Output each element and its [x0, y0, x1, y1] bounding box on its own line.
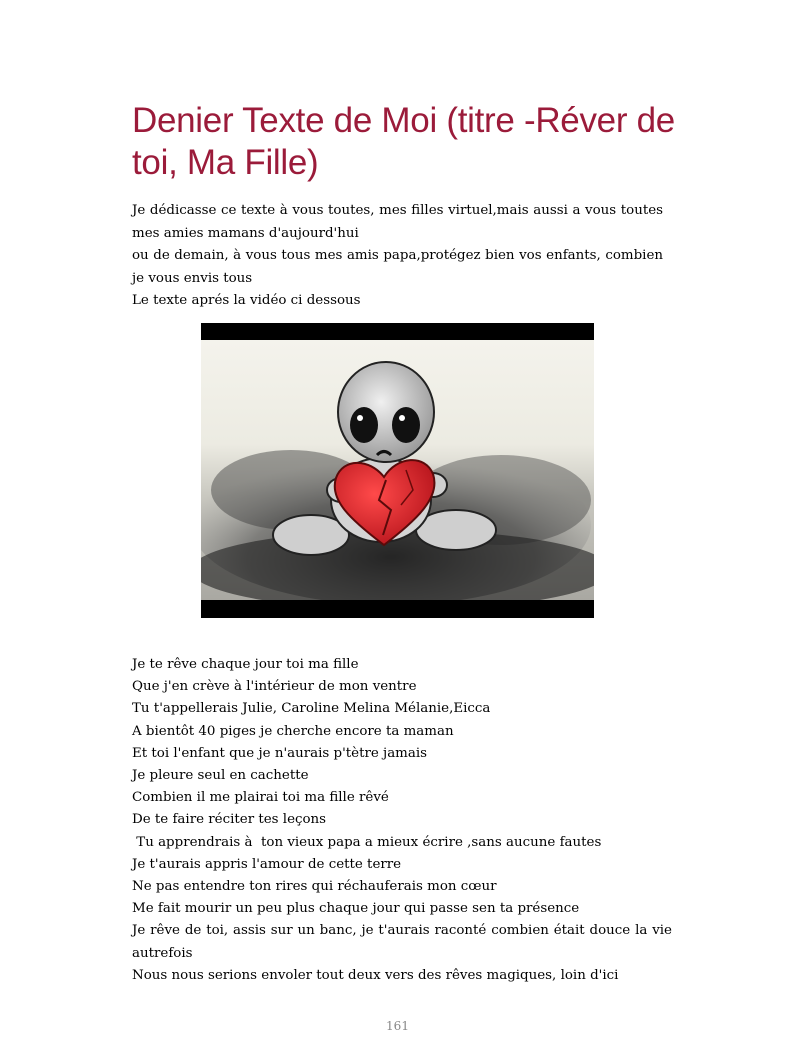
video-thumbnail [201, 340, 594, 600]
video-embed[interactable] [201, 323, 594, 618]
poem-line: Je pleure seul en cachette [132, 768, 309, 784]
intro-paragraph-3: Le texte aprés la vidéo ci dessous [132, 293, 361, 308]
poem-line: Me fait mourir un peu plus chaque jour qui passe sen ta présence [132, 901, 580, 917]
poem-line: Et toi l'enfant que je n'aurais p'tètre jamais [132, 745, 428, 761]
poem-line: Combien il me plairai toi ma fille rêvé [132, 790, 389, 806]
page-number: 161 [386, 1019, 409, 1033]
poem-line: Ne pas entendre ton rires qui réchauferais mon cœur [132, 879, 497, 895]
poem-line: Je rêve de toi, assis sur un banc, je t'aurais raconté combien était douce la vie autrefois [132, 923, 672, 961]
intro-paragraph-1: Je dédicasse ce texte à vous toutes, mes filles virtuel,mais aussi a vous toutes mes amies mamans d'aujourd'hui [132, 203, 663, 241]
poem-line: Je t'aurais appris l'amour de cette terre [132, 856, 402, 872]
poem-line: De te faire réciter tes leçons [132, 812, 327, 828]
poem-line: Nous nous serions envoler tout deux vers des rêves magiques, loin d'ici [132, 967, 619, 983]
sad-doll-heart-illustration [201, 340, 594, 600]
poem-line: Que j'en crève à l'intérieur de mon ventre [132, 679, 417, 695]
intro-text [132, 200, 663, 313]
intro-paragraph-2: ou de demain, à vous tous mes amis papa,protégez bien vos enfants, combien je vous envis tous [132, 248, 663, 286]
page-title: Denier Texte de Moi (titre -Réver de toi, Ma Fille) [132, 101, 675, 182]
poem-line: A bientôt 40 piges je cherche encore ta maman [132, 723, 454, 739]
poem-line: Je te rêve chaque jour toi ma fille [132, 657, 359, 672]
poem-line: Tu t'appellerais Julie, Caroline Melina Mélanie,Eicca [132, 701, 491, 717]
poem-line: Tu apprendrais à ton vieux papa a mieux écrire ,sans aucune fautes [132, 834, 602, 850]
poem-text [132, 654, 672, 987]
